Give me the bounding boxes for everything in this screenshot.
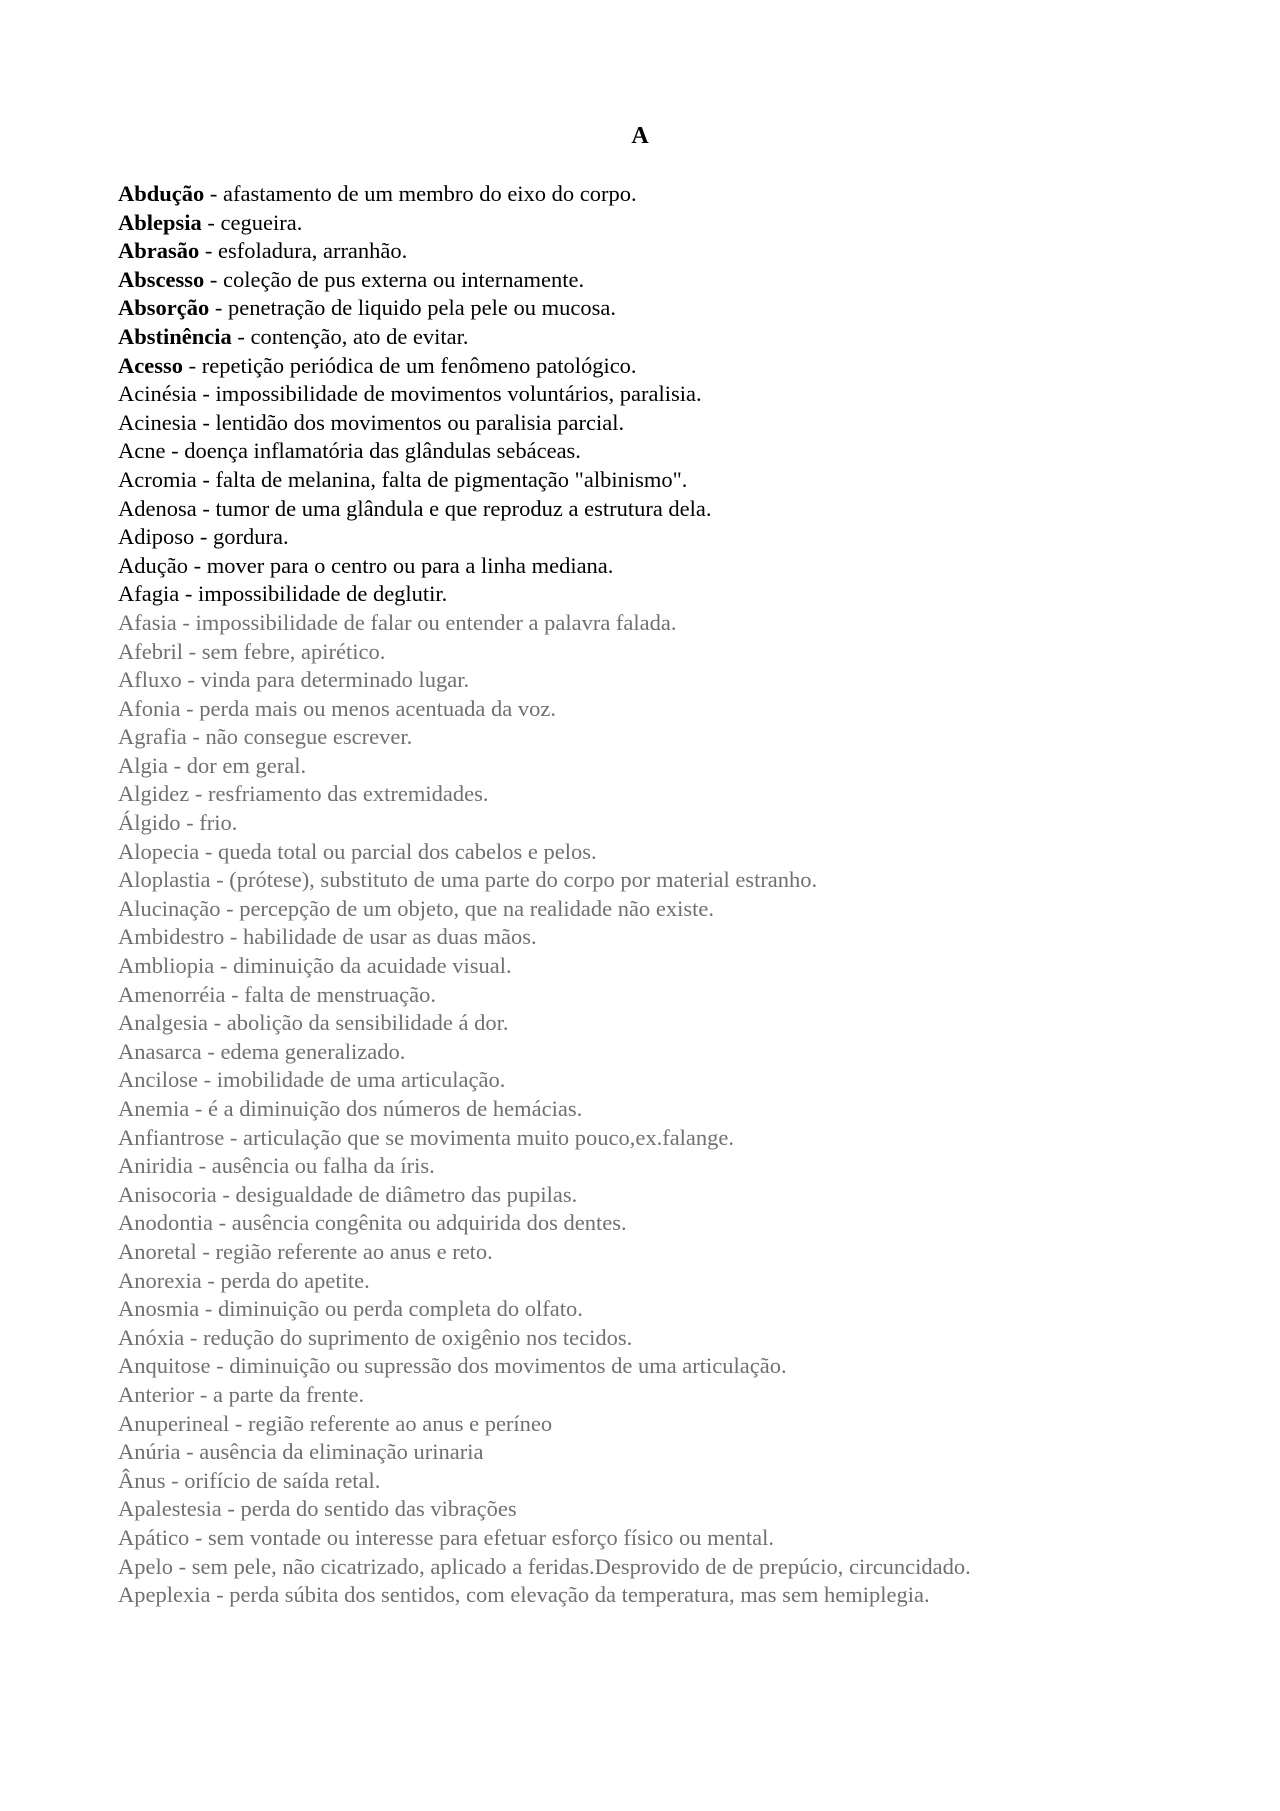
glossary-definition: - impossibilidade de falar ou entender a palavra falada. (176, 609, 677, 635)
glossary-entry (118, 1438, 1238, 1467)
glossary-term: Adiposo (118, 524, 195, 550)
glossary-definition: - sem febre, apirético. (182, 638, 386, 664)
glossary-definition: - vinda para determinado lugar. (181, 667, 470, 693)
glossary-term: Álgido (118, 810, 181, 836)
glossary-definition: - não consegue escrever. (186, 724, 413, 750)
glossary-entry (118, 895, 1238, 924)
glossary-entry (118, 266, 1238, 295)
glossary-entry (118, 1467, 1238, 1496)
glossary-term: Afonia (118, 695, 181, 721)
glossary-term: Anquitose (118, 1353, 211, 1379)
glossary-definition: - diminuição ou supressão dos movimentos de uma articulação. (210, 1353, 787, 1379)
glossary-definition: - diminuição da acuidade visual. (214, 953, 512, 979)
glossary-entry (118, 1066, 1238, 1095)
glossary-definition: - é a diminuição dos números de hemácias. (189, 1096, 583, 1121)
glossary-term: Aniridia (118, 1153, 193, 1179)
glossary-definition: - orifício de saída retal. (165, 1467, 381, 1493)
glossary-entry (118, 780, 1238, 809)
glossary-entry (118, 352, 1238, 381)
glossary-definition: - a parte da frente. (194, 1381, 365, 1407)
glossary-entry (118, 323, 1238, 352)
glossary-definition: - impossibilidade de deglutir. (179, 581, 448, 607)
glossary-term: Afasia (118, 609, 177, 635)
glossary-definition: - (prótese), substituto de uma parte do corpo por material estranho. (210, 867, 818, 893)
glossary-definition: - desigualdade de diâmetro das pupilas. (216, 1181, 578, 1207)
glossary-term: Anoretal (118, 1238, 197, 1264)
glossary-definition: - ausência da eliminação urinaria (180, 1439, 484, 1465)
glossary-definition: - coleção de pus externa ou internamente. (204, 266, 585, 292)
glossary-entry (118, 1038, 1238, 1067)
glossary-definition: - impossibilidade de movimentos voluntários, paralisia. (196, 381, 702, 407)
glossary-definition: - diminuição ou perda completa do olfato. (199, 1296, 583, 1322)
glossary-list (118, 180, 1238, 1610)
glossary-term: Agrafia (118, 724, 187, 750)
glossary-definition: - perda mais ou menos acentuada da voz. (180, 695, 556, 721)
glossary-entry (118, 752, 1238, 781)
glossary-entry (118, 237, 1238, 266)
glossary-entry (118, 209, 1238, 238)
glossary-definition: - abolição da sensibilidade á dor. (207, 1010, 509, 1036)
glossary-definition: - região referente ao anus e períneo (229, 1410, 553, 1436)
glossary-term: Abrasão (118, 238, 200, 264)
glossary-entry (118, 1209, 1238, 1238)
glossary-entry (118, 1267, 1238, 1296)
glossary-entry (118, 981, 1238, 1010)
glossary-term: Abdução (118, 181, 205, 206)
glossary-term: Afagia (118, 581, 180, 607)
glossary-definition: - articulação que se movimenta muito pouco,ex.falange. (224, 1124, 735, 1150)
glossary-term: Ambliopia (118, 953, 215, 979)
glossary-term: Aloplastia (118, 867, 211, 893)
glossary-term: Acesso (118, 352, 183, 378)
glossary-entry (118, 294, 1238, 323)
glossary-entry (118, 495, 1238, 524)
glossary-term: Algia (118, 752, 168, 778)
glossary-entry (118, 1410, 1238, 1439)
glossary-definition: - imobilidade de uma articulação. (197, 1067, 506, 1093)
glossary-term: Algidez (118, 781, 190, 807)
glossary-entry (118, 380, 1238, 409)
glossary-term: Afebril (118, 638, 183, 664)
glossary-definition: - lentidão dos movimentos ou paralisia parcial. (196, 409, 625, 435)
glossary-definition: - falta de melanina, falta de pigmentação "albinismo". (196, 466, 688, 492)
glossary-entry (118, 838, 1238, 867)
glossary-definition: - ausência ou falha da íris. (192, 1153, 435, 1179)
glossary-entry (118, 952, 1238, 981)
glossary-entry (118, 638, 1238, 667)
glossary-term: Anóxia (118, 1324, 185, 1350)
glossary-term: Anisocoria (118, 1181, 217, 1207)
glossary-definition: - perda súbita dos sentidos, com elevação da temperatura, mas sem hemiplegia. (210, 1582, 930, 1608)
glossary-term: Anorexia (118, 1267, 202, 1293)
glossary-term: Abstinência (118, 323, 232, 349)
glossary-entry (118, 466, 1238, 495)
glossary-term: Acromia (118, 466, 197, 492)
glossary-definition: - cegueira. (201, 209, 303, 235)
glossary-term: Analgesia (118, 1010, 208, 1036)
glossary-term: Apático (118, 1524, 190, 1550)
glossary-term: Anemia (118, 1096, 190, 1121)
glossary-entry (118, 1095, 1238, 1124)
glossary-definition: - redução do suprimento de oxigênio nos tecidos. (184, 1324, 633, 1350)
glossary-term: Anfiantrose (118, 1124, 225, 1150)
glossary-entry (118, 695, 1238, 724)
glossary-term: Absorção (118, 295, 210, 321)
glossary-term: Alopecia (118, 838, 200, 864)
glossary-term: Anasarca (118, 1038, 202, 1064)
glossary-definition: - queda total ou parcial dos cabelos e pelos. (199, 838, 597, 864)
glossary-entry (118, 580, 1238, 609)
glossary-term: Ambidestro (118, 924, 225, 950)
glossary-entry (118, 1352, 1238, 1381)
glossary-entry (118, 1324, 1238, 1353)
glossary-entry (118, 1381, 1238, 1410)
glossary-term: Ancilose (118, 1067, 198, 1093)
glossary-entry (118, 1009, 1238, 1038)
glossary-definition: - frio. (180, 810, 238, 836)
glossary-entry (118, 1152, 1238, 1181)
glossary-term: Anúria (118, 1439, 181, 1465)
glossary-definition: - doença inflamatória das glândulas sebáceas. (165, 438, 581, 464)
glossary-definition: - repetição periódica de um fenômeno patológico. (182, 352, 637, 378)
glossary-definition: - edema generalizado. (201, 1038, 406, 1064)
glossary-definition: - perda do apetite. (201, 1267, 370, 1293)
glossary-entry (118, 923, 1238, 952)
glossary-term: Acne (118, 438, 166, 464)
glossary-entry (118, 1295, 1238, 1324)
glossary-entry (118, 1495, 1238, 1524)
glossary-entry (118, 1581, 1238, 1610)
glossary-definition: - perda do sentido das vibrações (221, 1496, 517, 1522)
glossary-term: Ablepsia (118, 209, 202, 235)
glossary-definition: - contenção, ato de evitar. (231, 323, 469, 349)
glossary-entry (118, 437, 1238, 466)
glossary-definition: - esfoladura, arranhão. (199, 238, 408, 264)
glossary-entry (118, 552, 1238, 581)
glossary-definition: - afastamento de um membro do eixo do corpo. (204, 181, 637, 206)
glossary-entry (118, 723, 1238, 752)
glossary-term: Adução (118, 552, 188, 578)
glossary-entry (118, 609, 1238, 638)
glossary-definition: - mover para o centro ou para a linha mediana. (187, 552, 614, 578)
glossary-definition: - dor em geral. (168, 752, 307, 778)
glossary-term: Anterior (118, 1381, 195, 1407)
glossary-definition: - sem vontade ou interesse para efetuar esforço físico ou mental. (189, 1524, 775, 1550)
glossary-entry (118, 1181, 1238, 1210)
glossary-entry (118, 666, 1238, 695)
glossary-term: Abscesso (118, 266, 205, 292)
glossary-term: Anuperineal (118, 1410, 230, 1436)
glossary-term: Anodontia (118, 1210, 213, 1236)
glossary-definition: - percepção de um objeto, que na realidade não existe. (220, 895, 714, 921)
glossary-definition: - penetração de liquido pela pele ou mucosa. (209, 295, 616, 321)
glossary-term: Acinesia (118, 409, 197, 435)
glossary-definition: - sem pele, não cicatrizado, aplicado a feridas.Desprovido de de prepúcio, circuncidado. (173, 1553, 971, 1579)
glossary-definition: - falta de menstruação. (225, 981, 436, 1007)
glossary-definition: - região referente ao anus e reto. (196, 1238, 493, 1264)
glossary-term: Alucinação (118, 895, 221, 921)
glossary-definition: - resfriamento das extremidades. (189, 781, 489, 807)
glossary-term: Apalestesia (118, 1496, 222, 1522)
glossary-definition: - habilidade de usar as duas mãos. (224, 924, 537, 950)
glossary-entry (118, 809, 1238, 838)
glossary-entry (118, 1553, 1238, 1582)
glossary-entry (118, 1238, 1238, 1267)
glossary-term: Apelo (118, 1553, 173, 1579)
glossary-entry (118, 866, 1238, 895)
glossary-definition: - gordura. (194, 524, 289, 550)
glossary-definition: - tumor de uma glândula e que reproduz a estrutura dela. (196, 495, 712, 521)
glossary-term: Adenosa (118, 495, 197, 521)
glossary-term: Ânus (118, 1467, 166, 1493)
glossary-term: Afluxo (118, 667, 182, 693)
glossary-entry (118, 1124, 1238, 1153)
glossary-entry (118, 523, 1238, 552)
glossary-entry (118, 180, 1238, 209)
glossary-definition: - ausência congênita ou adquirida dos dentes. (213, 1210, 627, 1236)
section-heading: A (631, 123, 649, 149)
glossary-term: Anosmia (118, 1296, 200, 1322)
glossary-term: Acinésia (118, 381, 197, 407)
glossary-term: Amenorréia (118, 981, 226, 1007)
glossary-term: Apeplexia (118, 1582, 211, 1608)
glossary-entry (118, 409, 1238, 438)
glossary-entry (118, 1524, 1238, 1553)
